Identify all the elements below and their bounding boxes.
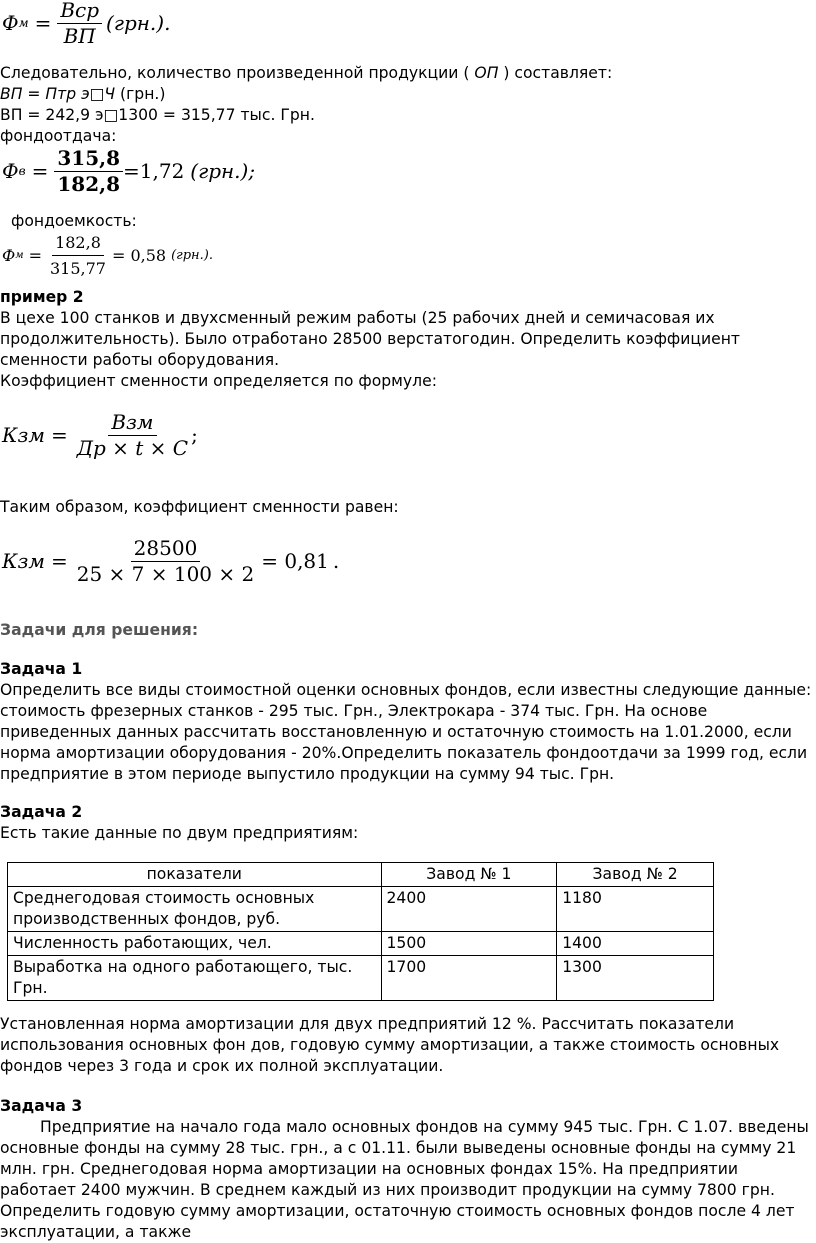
task3-text: Предприятие на начало года мало основных фондов на сумму 945 тыс. Грн. С 1.07. введены основные фонды на сумму 28 тыс. грн., а с 01.11. были выведены основные фонды на сумму 21 млн. грн. Среднегодовая норма амортизации на основных фондах 15%. На предприятии работает 2400 мужчин. В среднем каждый из них производит продукции на сумму 7800 грн. Определить годовую сумму амортизации, остаточную стоимость основных фондов после 4 лет эксплуатации, а также (0, 1118, 809, 1241)
text-line-4: фондоотдача: (0, 127, 117, 145)
example2-result-intro: Таким образом, коэффициент сменности равен: (0, 498, 399, 516)
table-header-cell: показатели (8, 863, 382, 887)
formula-unit: (грн.). (171, 248, 213, 263)
table-row (8, 887, 714, 932)
task2-intro: Есть такие данные по двум предприятиям: (0, 824, 359, 842)
table-cell: 2400 (381, 887, 557, 932)
task1-text: Определить все виды стоимостной оценки основных фондов, если известны следующие данные: стоимость фрезерных станков - 295 тыс. Грн., Электрокара - 374 тыс. Грн. На основе приведенных данных рассчитать восстановленную и остаточную стоимость на 1.01.2000, если норма амортизации оборудования - 20%.Определить показатель фондоотдачи за 1999 год, если предприятие в этом периоде выпустило продукции на сумму 94 тыс. Грн. (0, 681, 812, 783)
formula-denominator: ВП (63, 24, 96, 48)
formula-kzm-result: Кзм = $\frac{28500}{25 \times 7 \times 100 \times 2}$ = 0,81 . (2, 536, 340, 586)
task2-title: Задача 2 (0, 803, 83, 821)
table-header-cell: Завод № 2 (557, 863, 714, 887)
formula-result: = 0,58 (111, 246, 167, 265)
example2-formula-intro: Коэффициент сменности определяется по формуле: (0, 372, 437, 390)
table-row (8, 932, 714, 956)
formula-lhs: Ф (2, 246, 16, 265)
table-cell: 1180 (557, 887, 714, 932)
formula-denominator: 182,8 (57, 172, 120, 196)
formula-tail: (грн.). (106, 11, 171, 35)
formula-lhs: Кзм (2, 549, 45, 573)
formula-numerator: 28500 (131, 538, 201, 562)
formula-kzm: Кзм = $\frac{\text{Взм}}{Др \times t \times C}$ ; (2, 410, 198, 460)
fondoemkost-label: фондоемкость: (11, 212, 137, 230)
task1-title: Задача 1 (0, 660, 83, 678)
table-header-cell: Завод № 1 (381, 863, 557, 887)
formula-fm-top: Ф м = $\frac{\text{Вср}}{ВП}$ (грн.). (2, 0, 171, 48)
text-line-1: Следовательно, количество произведенной продукции ( ОП ) составляет: (0, 64, 613, 82)
formula-lhs: Кзм (2, 423, 45, 447)
table-cell: Среднегодовая стоимость основных производственных фондов, руб. (8, 887, 382, 932)
formula-fondootdacha: Ф в = $\frac{315,8}{182,8}$ =1,72 (грн.); (2, 146, 256, 196)
formula-denominator: 25 × 7 × 100 × 2 (76, 562, 255, 586)
table-row (8, 956, 714, 1001)
table-cell: 1400 (557, 932, 714, 956)
formula-unit: (грн.); (190, 159, 256, 183)
formula-tail: ; (191, 423, 198, 447)
formula-numerator: Взм (108, 412, 156, 436)
formula-lhs-sub: м (18, 16, 29, 30)
enterprise-data-table (7, 862, 714, 1001)
formula-lhs: Ф (2, 159, 19, 183)
table-cell: 1300 (557, 956, 714, 1001)
formula-result: =1,72 (123, 159, 185, 183)
formula-fondoemkost: Ф м = $\frac{182,8}{315,77}$ = 0,58 (грн.). (2, 233, 213, 278)
text-line-3: ВП = 242,9 э□1300 = 315,77 тыс. Грн. (0, 106, 315, 124)
table-header-row (8, 863, 714, 887)
formula-numerator: 315,8 (54, 148, 123, 172)
formula-lhs-sub: м (15, 250, 24, 261)
tasks-heading: Задачи для решения: (0, 621, 199, 639)
table-cell: 1500 (381, 932, 557, 956)
example2-text: В цехе 100 станков и двухсменный режим работы (25 рабочих дней и семичасовая их продолжительность). Было отработано 28500 верстатогодин. Определить коэффициент сменности работы оборудования. (0, 309, 741, 369)
formula-lhs-sub: в (18, 164, 26, 178)
example2-title: пример 2 (0, 288, 84, 306)
formula-lhs: Ф (2, 11, 19, 35)
text-line-2: ВП = Птр э□Ч (грн.) (0, 85, 166, 103)
task3-title: Задача 3 (0, 1097, 83, 1115)
table-cell: Выработка на одного работающего, тыс. Грн. (8, 956, 382, 1001)
table-cell: 1700 (381, 956, 557, 1001)
formula-tail: . (332, 549, 340, 573)
formula-denominator: 315,77 (49, 259, 106, 278)
formula-numerator: Вср (57, 0, 102, 24)
formula-denominator: Др × t × C (76, 436, 189, 460)
task2-text: Установленная норма амортизации для двух предприятий 12 %. Рассчитать показатели использования основных фон дов, годовую сумму амортизации, а также стоимость основных фондов через 3 года и срок их полной эксплуатации. (0, 1015, 780, 1075)
table-cell: Численность работающих, чел. (8, 932, 382, 956)
formula-result: = 0,81 (261, 549, 329, 573)
formula-numerator: 182,8 (52, 232, 104, 256)
